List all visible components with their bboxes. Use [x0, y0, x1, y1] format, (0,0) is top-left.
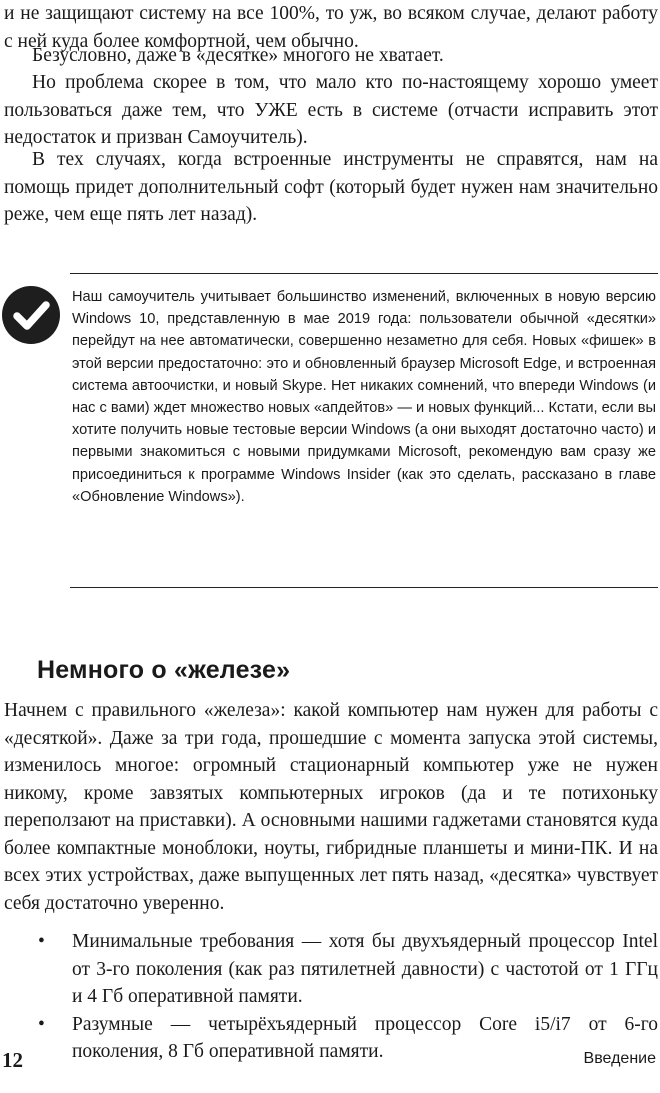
requirements-list [0, 928, 658, 1066]
body-paragraph-5: Начнем с правильного «железа»: какой компьютер нам нужен для работы с «десяткой». Даже за три года, прошедшие с момента запуска этой системы, изменилось многое: огромный стационарный компьютер уже не нужен никому, кроме завзятых компьютерных игроков (да и те потихоньку переползают на приставки). А основными нашими гаджетами становятся куда более компактные моноблоки, ноуты, гибридные планшеты и мини-ПК. И на всех этих устройствах, даже выпущенных лет пять назад, «десятка» чувствует себя достаточно уверенно. [4, 700, 658, 914]
note-bottom-rule [70, 587, 658, 588]
list-item [0, 1011, 658, 1066]
body-paragraph-4: В тех случаях, когда встроенные инструменты не справятся, нам на помощь придет дополнительный софт (который будет нужен нам значительно реже, чем еще пять лет назад). [4, 149, 658, 225]
list-item-text: Разумные — четырёхъядерный процессор Core i5/i7 от 6-го поколения, 8 Гб оперативной памяти. [72, 1013, 658, 1062]
body-paragraph-1: и не защищают систему на все 100%, то уж, во всяком случае, делают работу с ней куда более комфортной, чем обычно. [4, 3, 658, 52]
list-item-text: Минимальные требования — хотя бы двухъядерный процессор Intel от 3-го поколения (как раз пятилетней давности) с частотой от 1 ГГц и 4 Гб оперативной памяти. [72, 931, 658, 1007]
check-icon [2, 286, 60, 344]
running-footer-section: Введение [583, 1050, 656, 1067]
list-item [0, 928, 658, 1011]
body-paragraph-3: Но проблема скорее в том, что мало кто по-настоящему хорошо умеет пользоваться даже тем, что УЖЕ есть в системе (отчасти исправить этот недостаток и призван Самоучитель). [4, 72, 658, 148]
note-top-rule [70, 273, 658, 274]
body-paragraph-2: Безусловно, даже в «десятке» многого не хватает. [32, 45, 444, 66]
bullet-marker: • [38, 931, 45, 952]
bullet-marker: • [38, 1013, 45, 1035]
page-number: 12 [2, 1048, 23, 1072]
section-heading: Немного о «железе» [37, 656, 291, 684]
note-text: Наш самоучитель учитывает большинство изменений, включенных в новую версию Windows 10, представленную в мае 2019 года: пользователи обычной «десятки» перейдут на нее автоматически, совершенно незаметно для себя. Новых «фишек» в этой версии предостаточно: это и обновленный браузер Microsoft Edge, и встроенная система автоочистки, и новый Skype. Нет никаких сомнений, что впереди Windows (и нас с вами) ждет множество новых «апдейтов» — и новых функций... Кстати, если вы хотите получить новые тестовые версии Windows (а они выходят достаточно часто) и первыми знакомиться с новыми придумками Microsoft, рекомендую вам сразу же присоединиться к программе Windows Insider (как это сделать, рассказано в главе «Обновление Windows»). [72, 289, 656, 505]
